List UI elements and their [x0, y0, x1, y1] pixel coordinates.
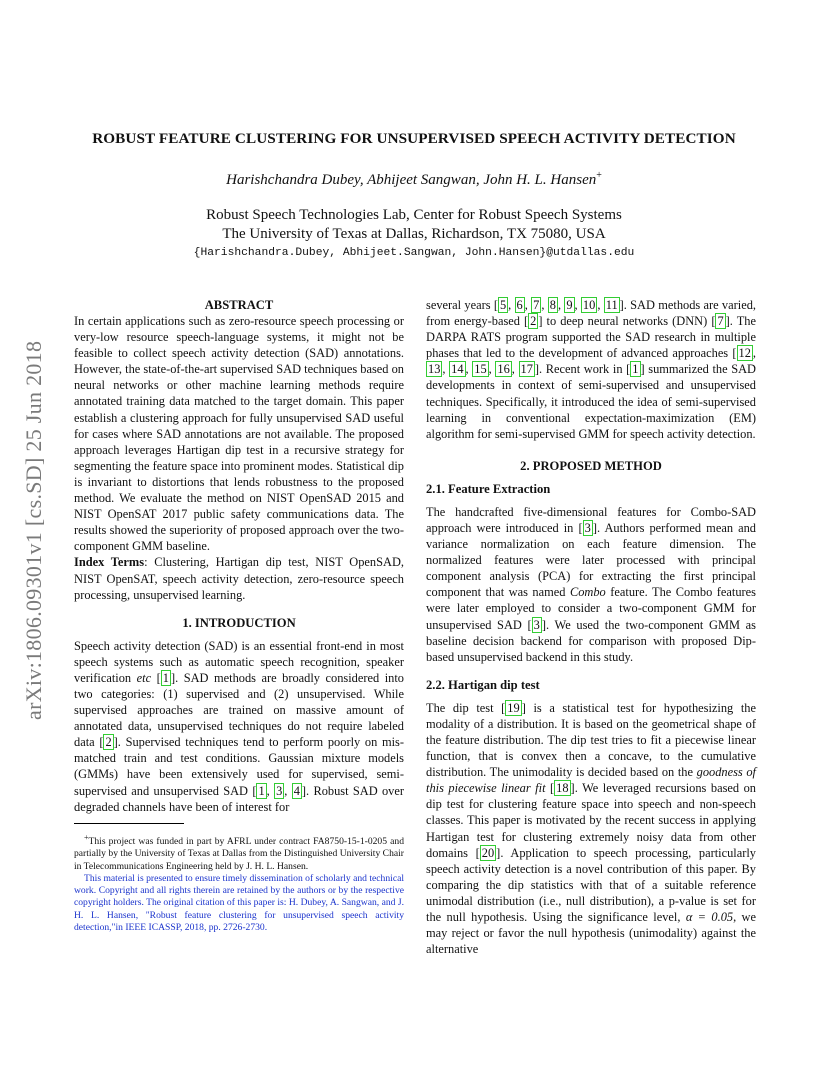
goodness-phrase: goodness of this piecewise linear fit [426, 765, 756, 796]
citation-link[interactable]: 2 [530, 314, 537, 329]
method-text: . Application to speech processing, particularly speech activity detection is a novel contribution of this paper. By comparing the dip statistics with that of a suitable reference unimodal distribution (i.e., null distribution), a p-value is set for the null hypothesis. Using the significance level, [426, 845, 756, 924]
method-text: , we may reject or favor the null hypothesis (unimodality) against the alternative [426, 910, 756, 957]
introduction-paragraph: Speech activity detection (SAD) is an essential front-end in most speech systems such as automatic speech recognition, speaker verification etc [ 1 ]. SAD methods are broadly considered into two categories: (1) supervised and (2) unsupervised. While supervised approaches are trained on massive amount of annotated data, unsupervised techniques do not require labeled data [ 2 ]. Supervised techniques tend to perform poorly on mis-matched train and test conditions. Gaussian mixture models (GMMs) have been extensively used for supervised, semi-supervised and unsupervised SAD [ 1 , 3 , 4 ]. Robust SAD over degraded channels have been of interest for [74, 638, 405, 814]
footnote-rule [74, 823, 184, 824]
citation-link[interactable]: 12 [738, 346, 751, 361]
citation-link[interactable]: 15 [474, 362, 487, 377]
citation-link[interactable]: 17 [520, 362, 533, 377]
affiliation-lab: Robust Speech Technologies Lab, Center for Robust Speech Systems [206, 207, 622, 223]
method-text: The dip test [426, 700, 502, 715]
funding-footnote [74, 832, 404, 873]
intro-etc: etc [136, 670, 152, 685]
method-text: . Authors performed mean and variance normalization on each feature dimension. The normalized features were later processed with principal component analysis (PCA) for extracting the first principal component that was named [426, 520, 756, 600]
citation-link[interactable]: 3 [584, 520, 591, 535]
citation-link[interactable]: 9 [566, 298, 573, 312]
footnote-mark: + [84, 832, 89, 842]
introduction-continued: several years [ 5 , 6 , 7 , 8 , 9 , 10 , 11 ]. SAD methods are varied, from energy-based [ 2 ] to deep neural networks (DNN) [ 7 ]. The DARPA RATS program supported the SAD research in multiple phases that led to the development of advanced approaches [ 12 , 13 , 14 , 15 , 16 , 17 ]. Recent work in [ 1 ] summarized the SAD developments in context of semi-supervised and unsupervised techniques. Specifically, it introduced the idea of semi-supervised learning in conventional expectation-maximization (EM) algorithm for semi-supervised GMM for speech activity detection. [426, 298, 757, 441]
left-column [74, 297, 404, 934]
citation-link[interactable]: 6 [516, 298, 523, 312]
arxiv-identifier: arXiv:1806.09301v1 [cs.SD] 25 Jun 2018 [21, 340, 46, 720]
citation-link[interactable]: 19 [507, 700, 520, 715]
dip-test-heading: 2.2. Hartigan dip test [426, 677, 540, 692]
intro-text: summarized the SAD developments in context of semi-supervised and unsupervised techniques. Specifically, it introduced the idea of semi-supervised learning in conventional expectation-maximization (EM) algorithm for semi-supervised GMM for speech activity detection. [426, 362, 757, 441]
affiliation [60, 206, 768, 244]
citation-link[interactable]: 5 [499, 298, 507, 312]
index-terms-text: : Clustering, Hartigan dip test, NIST OpenSAD, NIST OpenSAT, speech activity detection, zero-resource speech processing, unsupervised learning. [74, 555, 404, 602]
affiliation-university: The University of Texas at Dallas, Richardson, TX 75080, USA [222, 226, 606, 242]
dip-test-paragraph: The dip test [ 19 ] is a statistical test for hypothesizing the modality of a distribution. It is based on the geometrical shape of the feature distribution. The dip test tries to fit a piecewise linear function, that is convex then a concave, to the cumulative distribution. The unimodality is decided based on the goodness of this piecewise linear fit [ 18 ]. We leveraged recursions based on dip test for clustering feature space into speech and non-speech classes. This paper is motivated by the recent success in applying Hartigan test for clustering extremely noisy data from other domains [ 20 ]. Application to speech processing, particularly speech activity detection is a novel contribution of this paper. By comparing the dip statistics with that of a suitable reference unimodal distribution (i.e., null distribution), a p-value is set for the null hypothesis. Using the significance level, α = 0.05, we may reject or favor the null hypothesis (unimodality) against the alternative [426, 700, 756, 957]
intro-text: several years [426, 298, 494, 312]
feature-extraction-heading: 2.1. Feature Extraction [426, 481, 551, 496]
footnote-text: This project was funded in part by AFRL under contract FA8750-15-1-0205 and partially by the University of Texas at Dallas from the Distinguished University Chair in Telecommunications Engineering held by J. H. L. Hansen. [74, 835, 404, 872]
abstract-heading: ABSTRACT [204, 298, 274, 312]
citation-link[interactable]: 1 [162, 670, 169, 685]
citation-link[interactable]: 16 [497, 362, 510, 377]
paper-authors [60, 170, 768, 189]
citation-link[interactable]: 7 [717, 314, 724, 329]
citation-link[interactable]: 14 [451, 362, 464, 377]
citation-link[interactable]: 3 [276, 783, 283, 798]
method-heading: 2. PROPOSED METHOD [520, 458, 662, 473]
right-column [426, 297, 756, 957]
intro-text: . Robust SAD over degraded channels have been of interest for [74, 783, 405, 814]
citation-link[interactable]: 2 [105, 735, 112, 750]
method-text: is a statistical test for hypothesizing the modality of a distribution. It is based on the geometrical shape of the feature distribution. The dip test tries to fit a piecewise linear function, that is convex then a concave, to the cumulative distribution. The unimodality is decided based on the [426, 700, 756, 780]
introduction-heading: 1. INTRODUCTION [182, 615, 296, 630]
citation-link[interactable]: 4 [293, 783, 300, 798]
citation-link[interactable]: 3 [533, 617, 540, 632]
feature-extraction-paragraph: The handcrafted five-dimensional features for Combo-SAD approach were introduced in [ 3 ]. Authors performed mean and variance normalization on each feature dimension. The normalized features were later processed with principal component analysis (PCA) for extracting the first principal component that was named Combo feature. The Combo features were later employed to consider a two-component GMM for unsupervised SAD [ 3 ]. We used the two-component GMM as baseline decision backend for comparison with proposed Dip-based unsupervised backend in this study. [426, 504, 756, 664]
citation-link[interactable]: 1 [258, 783, 265, 798]
citation-link[interactable]: 13 [428, 362, 441, 377]
intro-text: Speech activity detection (SAD) is an essential front-end in most speech systems such as automatic speech recognition, speaker verification [74, 638, 404, 685]
intro-text: . The DARPA RATS program supported the SAD research in multiple phases that led to the development of advanced approaches [426, 314, 756, 361]
combo-term: Combo [569, 585, 606, 600]
citation-link[interactable]: 20 [481, 845, 495, 860]
paper-title: ROBUST FEATURE CLUSTERING FOR UNSUPERVISED SPEECH ACTIVITY DETECTION [92, 130, 736, 147]
method-text: . We leveraged recursions based on dip test for clustering feature space into speech and non-speech classes. This paper is motivated by the recent success in applying Hartigan test for clustering extremely noisy data from other domains [426, 781, 756, 860]
intro-text: . SAD methods are broadly considered into two categories: (1) supervised and (2) unsupervised. While supervised approaches are trained on massive amount of annotated data, unsupervised techniques do not require labeled data [74, 670, 404, 750]
significance-level: α = 0.05 [685, 910, 734, 924]
method-text: The handcrafted five-dimensional features for Combo-SAD approach were introduced in [426, 504, 756, 535]
method-text: . We used the two-component GMM as baseline decision backend for comparison with proposed Dip-based unsupervised backend in this study. [426, 617, 756, 664]
method-text: feature. The Combo features were later employed to consider a two-component GMM for unsupervised SAD [426, 585, 756, 632]
index-terms [74, 554, 404, 602]
author-emails: {Harishchandra.Dubey, Abhijeet.Sangwan, John.Hansen}@utdallas.edu [193, 247, 635, 259]
intro-text: . SAD methods are varied, from energy-based [426, 298, 756, 329]
intro-text: . Recent work in [539, 362, 627, 377]
citation-link[interactable]: 8 [549, 298, 556, 312]
citation-link[interactable]: 11 [605, 298, 618, 312]
citation-link[interactable]: 7 [533, 298, 540, 312]
intro-text: to deep neural networks (DNN) [542, 314, 712, 329]
author-names: Harishchandra Dubey, Abhijeet Sangwan, John H. L. Hansen [226, 172, 597, 188]
intro-text: . Supervised techniques tend to perform poorly on mis-matched train and test conditions. Gaussian mixture models (GMMs) have been extensively used for supervised, semi-supervised and unsupervised SAD [74, 735, 404, 798]
copyright-notice[interactable]: This material is presented to ensure timely dissemination of scholarly and technical work. Copyright and all rights therein are retained by the authors or by the respective copyright holders. The original citation of this paper is: H. Dubey, A. Sangwan, and J. H. L. Hansen, "Robust feature clustering for unsupervised speech activity detection,"in IEEE ICASSP, 2018, pp. 2726-2730. [74, 872, 404, 933]
citation-link[interactable]: 10 [582, 298, 596, 312]
index-terms-label: Index Terms [74, 555, 145, 570]
author-footnote-mark: + [596, 170, 602, 181]
citation-link[interactable]: 18 [556, 781, 569, 796]
abstract-text: In certain applications such as zero-resource speech processing or very-low resource speech-language systems, it might not be feasible to collect speech activity detection (SAD) annotations. However, the state-of-the-art supervised SAD techniques based on neural networks or other machine learning methods require annotated training data matched to the target domain. This paper establish a clustering approach for fully unsupervised SAD useful for cases where SAD annotations are not available. The proposed approach leverages Hartigan dip test in a recursive strategy for segmenting the feature space into prominent modes. Statistical dip is invariant to distortions that lends robustness to the proposed method. We evaluate the method on NIST OpenSAD 2015 and NIST OpenSAT 2017 public safety communications data. The results showed the superiority of proposed approach over the two-component GMM baseline. [74, 314, 404, 554]
citation-link[interactable]: 1 [632, 362, 639, 377]
